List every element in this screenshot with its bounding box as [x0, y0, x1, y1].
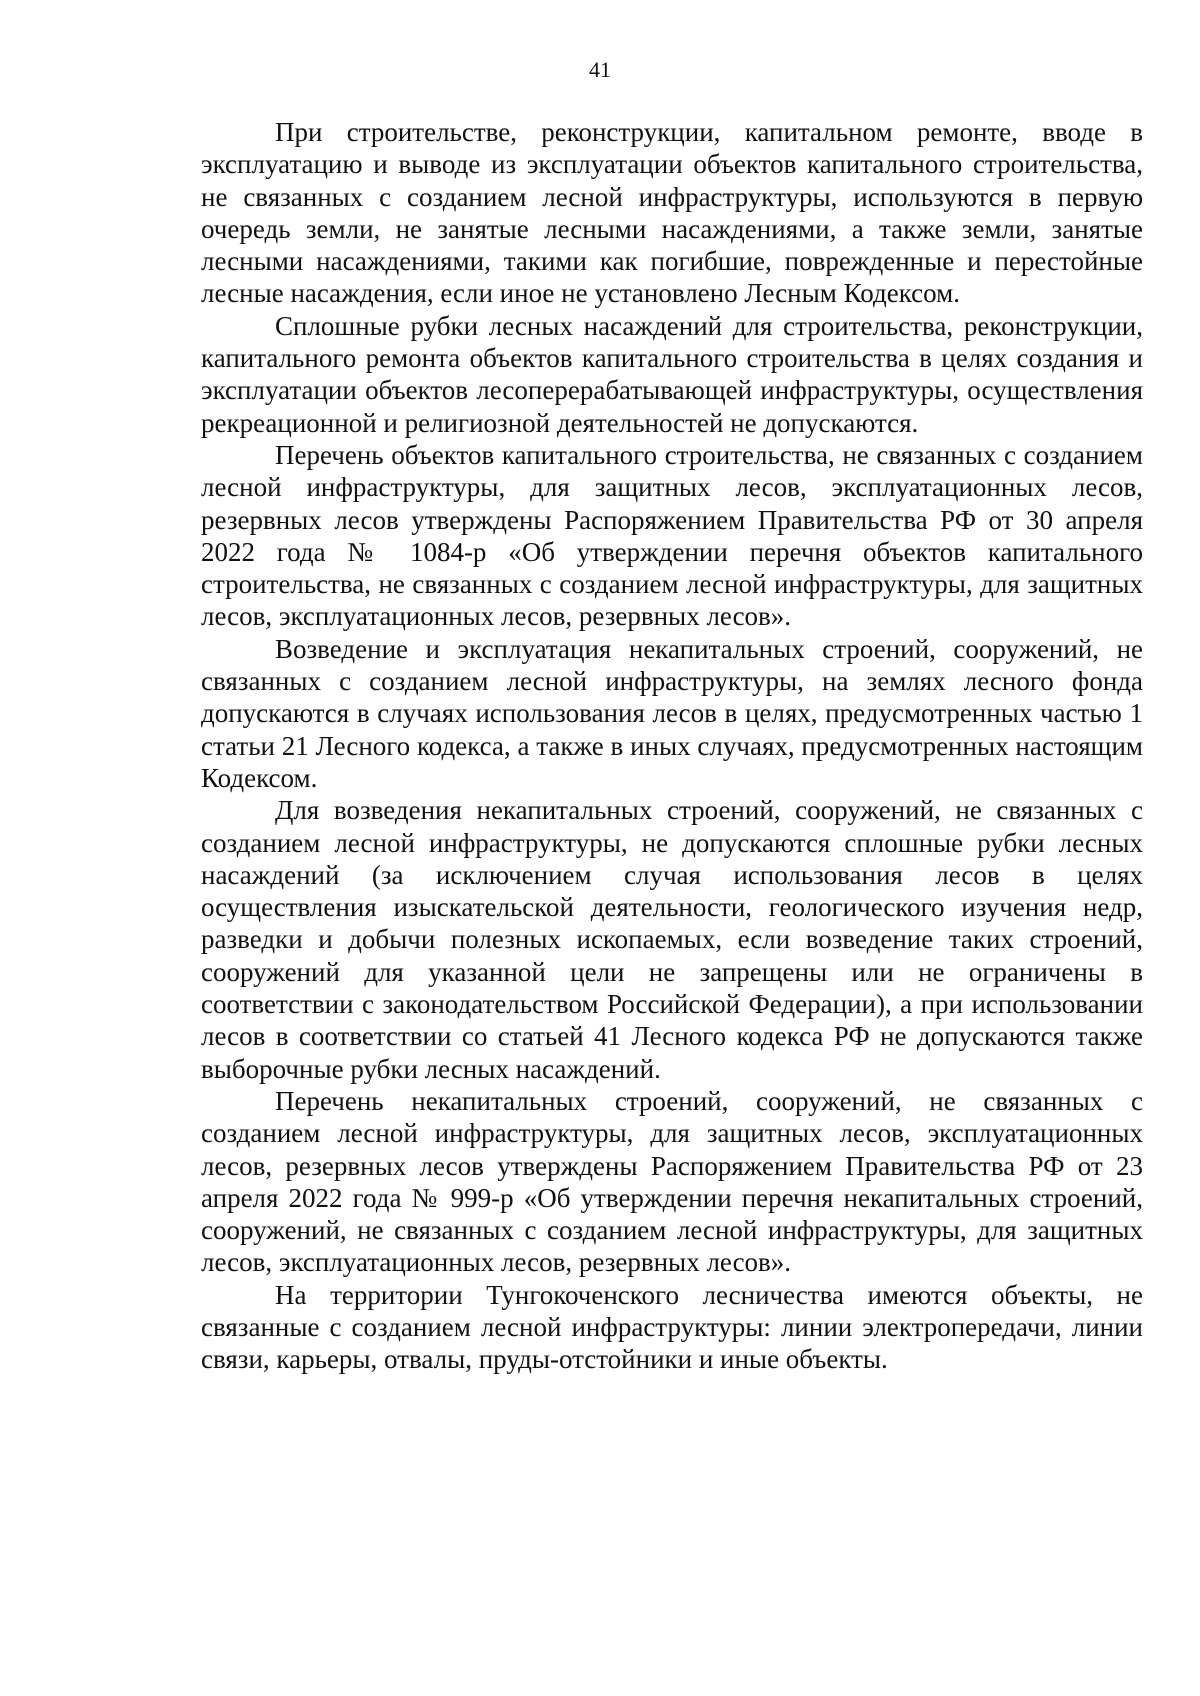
paragraph-non-capital-structures: Возведение и эксплуатация некапитальных строений, сооружений, не связанных с созданием лесной инфраструктуры, на землях лесного фонда допускаются в случаях использования лесов в целях, предусмотренных частью 1 статьи 21 Лесного кодекса, а также в иных случаях, предусмотренных настоящим Кодексом.: [201, 633, 1143, 793]
paragraph-non-capital-objects-list: Перечень некапитальных строений, сооружений, не связанных с созданием лесной инфраструктуры, для защитных лесов, эксплуатационных лесов, резервных лесов утверждены Распоряжением Правительства РФ от 23 апреля 2022 года № 999-р «Об утверждении перечня некапитальных строений, сооружений, не связанных с созданием лесной инфраструктуры, для защитных лесов, эксплуатационных лесов, резервных лесов».: [201, 1085, 1143, 1278]
paragraph-tungokochen-objects: На территории Тунгокоченского лесничества имеются объекты, не связанные с созданием лесной инфраструктуры: линии электропередачи, линии связи, карьеры, отвалы, пруды-отстойники и иные объекты.: [201, 1279, 1143, 1375]
paragraph-non-capital-cutting-rules: Для возведения некапитальных строений, сооружений, не связанных с созданием лесной инфраструктуры, не допускаются сплошные рубки лесных насаждений (за исключением случая использования лесов в целях осуществления изыскательской деятельности, геологического изучения недр, разведки и добычи полезных ископаемых, если возведение таких строений, сооружений для указанной цели не запрещены или не ограничены в соответствии с законодательством Российской Федерации), а при использовании лесов в соответствии со статьей 41 Лесного кодекса РФ не допускаются также выборочные рубки лесных насаждений.: [201, 795, 1143, 1084]
paragraph-capital-objects-list: Перечень объектов капитального строительства, не связанных с созданием лесной инфраструктуры, для защитных лесов, эксплуатационных лесов, резервных лесов утверждены Распоряжением Правительства РФ от 30 апреля 2022 года № 1084-р «Об утверждении перечня объектов капитального строительства, не связанных с созданием лесной инфраструктуры, для защитных лесов, эксплуатационных лесов, резервных лесов».: [201, 439, 1143, 632]
page-number: 41: [589, 57, 611, 82]
paragraph-construction-land-use: При строительстве, реконструкции, капитальном ремонте, вводе в эксплуатацию и выводе из эксплуатации объектов капитального строительства, не связанных с созданием лесной инфраструктуры, используются в первую очередь земли, не занятые лесными насаждениями, а также земли, занятые лесными насаждениями, такими как погибшие, поврежденные и перестойные лесные насаждения, если иное не установлено Лесным Кодексом.: [201, 117, 1143, 309]
paragraph-clear-cutting-prohibition: Сплошные рубки лесных насаждений для строительства, реконструкции, капитального ремонта объектов капитального строительства в целях создания и эксплуатации объектов лесоперерабатывающей инфраструктуры, осуществления рекреационной и религиозной деятельностей не допускаются.: [201, 310, 1143, 438]
document-body: [201, 116, 1143, 1376]
